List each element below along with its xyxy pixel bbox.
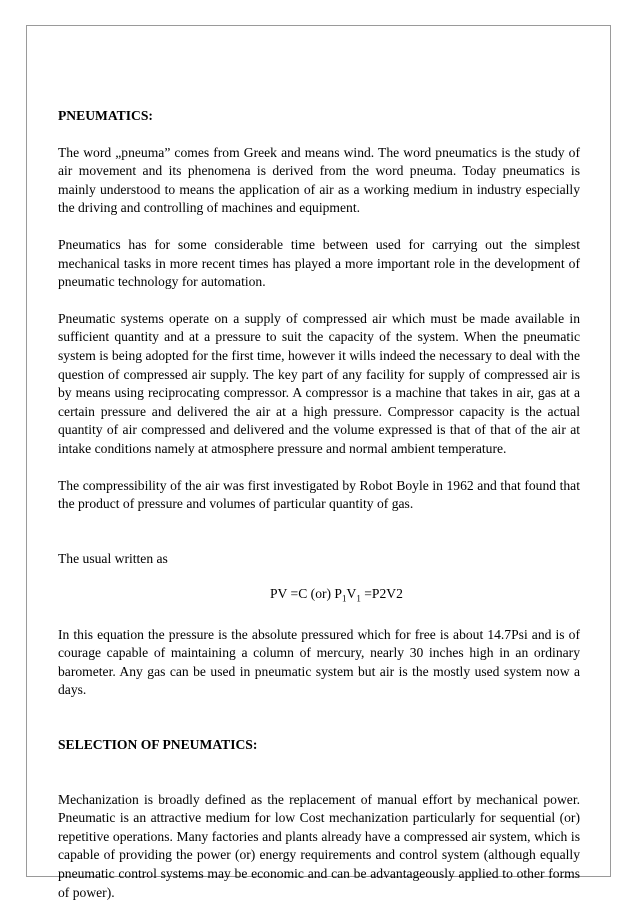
paragraph-compressed-air: Pneumatic systems operate on a supply of compressed air which must be made available in sufficient quantity and at a pressure to suit the capacity of the system. When the pneumatic system is being adopted for the first time, however it wills indeed the necessary to deal with the question of compressed air supply. The key part of any facility for supply of compressed air is by means using reciprocating compressor. A compressor is a machine that takes in air, gas at a certain pressure and delivered the air at a high pressure. Compressor capacity is the actual quantity of air compressed and delivered and the volume expressed is that of that of the air at intake conditions namely at atmosphere pressure and normal ambient temperature. xyxy=(58,310,580,456)
formula-intro: The usual written as xyxy=(58,550,168,566)
heading-selection: SELECTION OF PNEUMATICS: xyxy=(58,736,258,752)
formula-sub-1: 1 xyxy=(342,594,347,604)
paragraph-pressure: In this equation the pressure is the absolute pressured which for free is about 14.7Psi and is of courage capable of maintaining a column of mercury, nearly 30 inches high in an ordinary barometer. Any gas can be used in pneumatic system but air is the mostly used system now a days. xyxy=(58,626,580,698)
formula-part-3: =P2V2 xyxy=(360,586,403,602)
formula-part-2: V xyxy=(346,586,357,602)
document-body xyxy=(58,107,580,902)
paragraph-history: Pneumatics has for some considerable time between used for carrying out the simplest mechanical tasks in more recent times has played a more important role in the development of pneumatic technology for automation. xyxy=(58,236,580,290)
paragraph-mechanization: Mechanization is broadly defined as the replacement of manual effort by mechanical power. Pneumatic is an attractive medium for low Cost mechanization particularly for sequential (or) repetitive operations. Many factories and plants already have a compressed air system, which is capable of providing the power (or) energy requirements and control system (although equally pneumatic control systems may be economic and can be advantageously applied to other forms of power). xyxy=(58,791,580,900)
paragraph-definition: The word „pneuma” comes from Greek and means wind. The word pneumatics is the study of air movement and its phenomena is derived from the word pneuma. Today pneumatics is mainly understood to means the application of air as a working medium in industry especially the driving and controlling of machines and equipment. xyxy=(58,144,580,216)
formula-part-1: PV =C (or) P xyxy=(270,586,342,602)
formula-line xyxy=(58,585,580,608)
heading-pneumatics: PNEUMATICS: xyxy=(58,108,153,123)
paragraph-boyle: The compressibility of the air was first investigated by Robot Boyle in 1962 and that found that the product of pressure and volumes of particular quantity of gas. xyxy=(58,477,580,512)
formula-sub-2: 1 xyxy=(356,594,361,604)
